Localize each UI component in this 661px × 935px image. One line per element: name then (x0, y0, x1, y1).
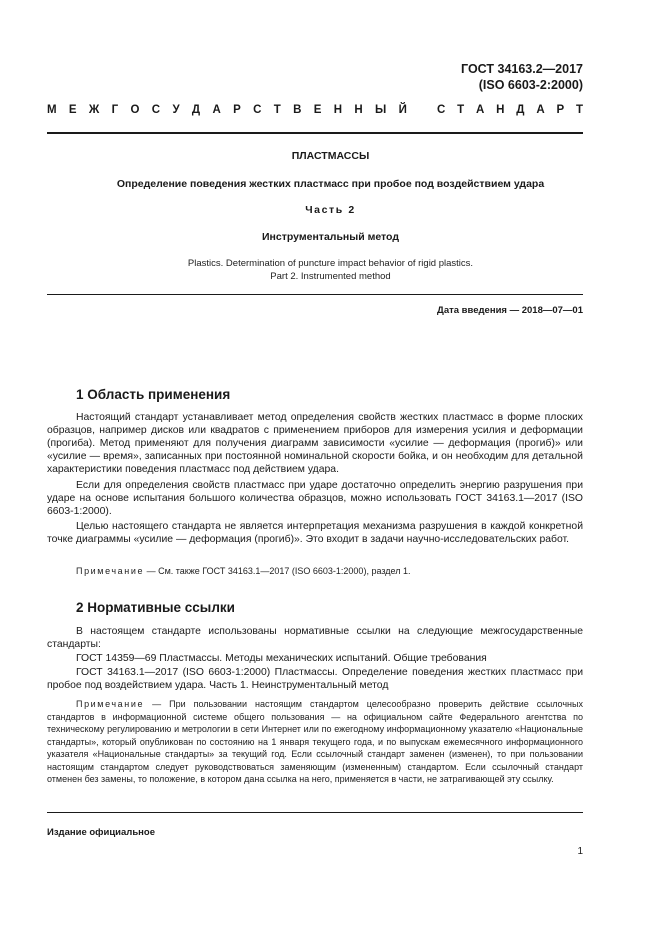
banner-letter: С (253, 104, 262, 116)
banner-letter: Н (496, 104, 505, 116)
banner-letter: Д (516, 104, 525, 116)
header-rule (47, 132, 583, 134)
title-method: Инструментальный метод (262, 231, 399, 243)
section2-note (47, 698, 583, 786)
banner-letter: Р (233, 104, 241, 116)
banner-letter: Д (191, 104, 201, 116)
banner-letter: У (172, 104, 180, 116)
banner-letter: Т (273, 104, 281, 116)
section2-paragraph-1: В настоящем стандарте использованы нормативные ссылки на следующие межгосударственные стандарты: (47, 626, 583, 650)
banner-letter: Е (313, 104, 322, 116)
iso-number: (ISO 6603-2:2000) (478, 78, 583, 92)
banner-letter: А (536, 104, 545, 116)
section1-note (47, 565, 583, 578)
banner-letter: Т (457, 104, 465, 116)
banner-letter: Й (398, 104, 407, 116)
section2-note-text: — При пользовании настоящим стандартом целесообразно проверить действие ссылочных стандартов в информационной системе общего пользования — на официальном сайте Федерального агентства по техническому регулированию и метрологии в сети Интернет или по ежегодному информационному указателю «Национальные стандарты», который опубликован по состоянию на 1 января текущего года, и по выпускам ежемесячного информационного указателя «Национальные стандарты» за текущий год. Если ссылочный стандарт заменен (изменен), то при пользовании настоящим стандартом следует руководствоваться заменяющим (измененным) стандартом. Если ссылочный стандарт отменен без замены, то положение, в котором дана ссылка на него, применяется в части, не затрагивающей эту ссылку. (47, 699, 583, 784)
section1-paragraph-2: Если для определения свойств пластмасс при ударе достаточно определить энергию разрушения при ударе на основе испытания большого количества образцов, можно использовать ГОСТ 34163.1—2017 (ISO 6603-1:2000). (47, 480, 583, 517)
edition-label: Издание официальное (47, 827, 155, 838)
section1-heading: 1 Область применения (76, 387, 231, 402)
banner-letter: Н (333, 104, 343, 116)
banner-letter: В (293, 104, 302, 116)
title-rule (47, 294, 583, 295)
banner-letter: О (130, 104, 140, 116)
section1-paragraph-3: Целью настоящего стандарта не является интерпретация механизма разрушения в каждой конкретной точке диаграммы «усилие — деформация (прогиб)». Это входит в задачи научно-исследовательских работ. (47, 521, 583, 545)
title-main: ПЛАСТМАССЫ (291, 150, 370, 162)
banner-letter: Ж (88, 104, 100, 116)
title-part: Часть 2 (305, 204, 356, 216)
title-english-line2: Part 2. Instrumented method (270, 271, 391, 282)
introduction-date: Дата введения — 2018—07—01 (437, 305, 583, 316)
banner-letter: А (212, 104, 221, 116)
gost-code (461, 61, 583, 93)
banner-letter: Е (68, 104, 77, 116)
page-number: 1 (577, 846, 583, 857)
section1-note-text: — См. также ГОСТ 34163.1—2017 (ISO 6603-1:2000), раздел 1. (144, 566, 411, 576)
banner-letter: Г (111, 104, 119, 116)
banner-letter: Т (575, 104, 583, 116)
banner-letter: С (151, 104, 161, 116)
section2-reference-2: ГОСТ 34163.1—2017 (ISO 6603-1:2000) Пластмассы. Определение поведения жестких пластмасс при пробое под воздействием удара. Часть 1. Неинструментальный метод (47, 667, 583, 691)
section2-heading: 2 Нормативные ссылки (76, 600, 235, 615)
banner-letter: С (437, 104, 446, 116)
section1-paragraph-1: Настоящий стандарт устанавливает метод определения свойств жестких пластмасс в форме плоских образцов, например дисков или квадратов с применением приборов для измерения усилия и деформации (прогиба). Метод применяют для получения диаграмм зависимости «усилие — деформация (прогиб)» или «усилие — время», записанных при постоянной номинальной скорости бойка, и он необходим для детальной характеристики поведения пластмасс под действием удара. (47, 412, 583, 475)
section2-reference-1: ГОСТ 14359—69 Пластмассы. Методы механических испытаний. Общие требования (76, 653, 487, 664)
footer-rule (47, 812, 583, 813)
title-english (0, 257, 661, 283)
banner-letter: Р (556, 104, 565, 116)
title-subtitle: Определение поведения жестких пластмасс при пробое под воздействием удара (116, 178, 545, 190)
banner-word-interstate (47, 104, 407, 116)
banner-letter: М (47, 104, 57, 116)
section1-note-label: Примечание (76, 566, 145, 576)
title-english-line1: Plastics. Determination of puncture impact behavior of rigid plastics. (187, 258, 474, 269)
banner-word-standard (437, 104, 583, 116)
standard-banner (47, 104, 583, 116)
banner-letter: Ы (375, 104, 387, 116)
banner-letter: А (476, 104, 485, 116)
section2-note-label: Примечание (76, 699, 145, 709)
banner-letter: Н (354, 104, 363, 116)
gost-number: ГОСТ 34163.2—2017 (461, 62, 583, 76)
